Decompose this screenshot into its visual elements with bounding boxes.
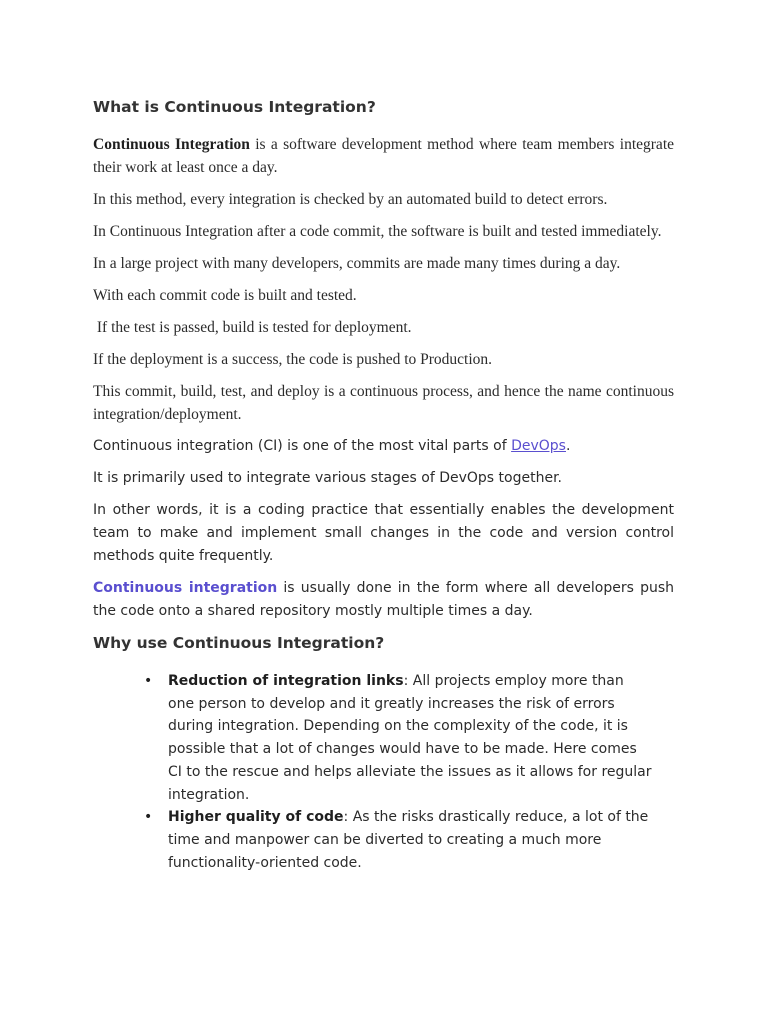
bullet-term: Higher quality of code (168, 809, 344, 826)
ci-devops-before: Continuous integration (CI) is one of the most vital parts of (93, 438, 512, 454)
ci-done-rest: is usually done in the form where all developers push the code onto a shared repository mostly multiple times a day. (93, 580, 674, 619)
paragraph-primarily: It is primarily used to integrate various stages of DevOps together. (93, 470, 563, 486)
ci-devops-after: . (565, 438, 571, 454)
paragraph-method: In this method, every integration is checked by an automated build to detect errors. (93, 191, 608, 208)
paragraph-ci-done (93, 577, 674, 623)
heading-why-use-ci: Why use Continuous Integration? (93, 634, 385, 652)
devops-link[interactable]: DevOps (511, 438, 566, 454)
paragraph-deployment-success: If the deployment is a success, the code is pushed to Production. (93, 351, 493, 368)
ci-accent-term: Continuous integration (93, 580, 278, 596)
bullet-icon: • (144, 809, 153, 826)
paragraph-other-words: In other words, it is a coding practice that essentially enables the development team to make and implement small changes in the code and version control methods quite frequently. (93, 502, 674, 564)
paragraph-each-commit: With each commit code is built and tested. (93, 287, 357, 304)
heading-what-is-ci: What is Continuous Integration? (93, 98, 376, 116)
intro-rest: is a software development method where team members integrate their work at least once a day. (93, 136, 675, 176)
list-item (144, 670, 653, 806)
benefits-list (93, 670, 674, 874)
paragraph-after-commit: In Continuous Integration after a code commit, the software is built and tested immediately. (93, 223, 662, 240)
bullet-text: : As the risks drastically reduce, a lot of the time and manpower can be diverted to creating a much more functionality-oriented code. (168, 809, 649, 871)
paragraph-large-project: In a large project with many developers, commits are made many times during a day. (93, 255, 621, 272)
list-item (144, 806, 653, 874)
bullet-text: : All projects employ more than one person to develop and it greatly increases the risk of errors during integration. Depending on the complexity of the code, it is possible that a lot of changes would have to be made. Here comes CI to the rescue and helps alleviate the issues as it allows for regular integration. (168, 673, 652, 803)
paragraph-continuous-process: This commit, build, test, and deploy is a continuous process, and hence the name continuous integration/deployment. (93, 383, 674, 423)
paragraph-test-passed: If the test is passed, build is tested for deployment. (93, 319, 412, 336)
paragraph-ci-devops (93, 435, 674, 458)
bullet-icon: • (144, 673, 153, 689)
document-page (93, 96, 674, 874)
intro-paragraph (93, 133, 674, 179)
intro-term: Continuous Integration (93, 136, 250, 153)
bullet-term: Reduction of integration links (168, 673, 404, 689)
